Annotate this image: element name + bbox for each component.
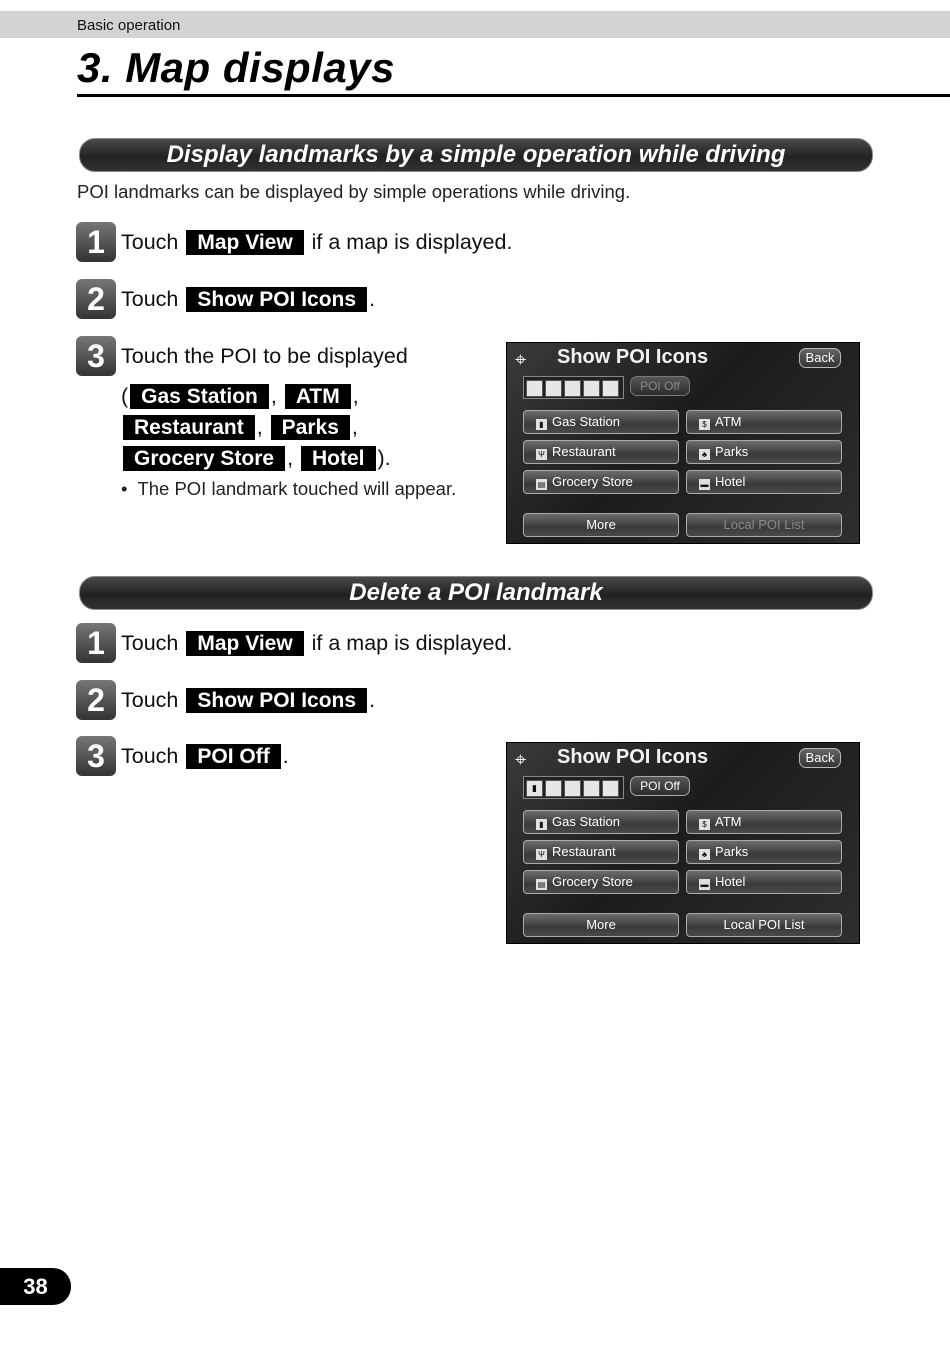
tree-icon: ♣ bbox=[699, 449, 710, 460]
restaurant-button[interactable]: Ψ Restaurant bbox=[523, 440, 679, 464]
key-restaurant: Restaurant bbox=[123, 415, 255, 440]
key-map-view: Map View bbox=[186, 631, 303, 656]
step-suffix: . bbox=[369, 688, 376, 712]
back-button[interactable]: Back bbox=[799, 748, 841, 768]
step-text bbox=[121, 287, 375, 312]
poi-slots bbox=[523, 776, 624, 799]
key-gas-station: Gas Station bbox=[130, 384, 269, 409]
gas-pump-icon: ▮ bbox=[536, 419, 547, 430]
title-rule bbox=[77, 94, 950, 97]
local-poi-list-button[interactable]: Local POI List bbox=[686, 513, 842, 537]
tree-icon: ♣ bbox=[699, 849, 710, 860]
grocery-store-button[interactable]: ▤ Grocery Store bbox=[523, 470, 679, 494]
gas-station-button[interactable]: ▮ Gas Station bbox=[523, 410, 679, 434]
step-verb: Touch bbox=[121, 744, 179, 768]
step-text bbox=[121, 688, 375, 713]
cart-icon: ▤ bbox=[537, 480, 546, 489]
hotel-button[interactable]: ▬ Hotel bbox=[686, 470, 842, 494]
hotel-button[interactable]: ▬ Hotel bbox=[686, 870, 842, 894]
step-number: 2 bbox=[76, 279, 116, 319]
header-band bbox=[0, 11, 950, 38]
intro-text: POI landmarks can be displayed by simple operations while driving. bbox=[77, 181, 631, 202]
step-number: 3 bbox=[76, 336, 116, 376]
poi-options: ( Gas Station , ATM , Restaurant , Parks , Grocery Store , Hotel ). bbox=[121, 384, 391, 470]
map-pin-icon: ⌖ bbox=[515, 749, 527, 771]
screen-title: Show POI Icons bbox=[557, 746, 709, 768]
gas-pump-icon: ▮ bbox=[536, 819, 547, 830]
step-verb: Touch bbox=[121, 287, 179, 311]
section-heading-display-landmarks: Display landmarks by a simple operation while driving bbox=[79, 138, 873, 172]
poi-slot-row bbox=[523, 776, 690, 796]
chapter-title: 3. Map displays bbox=[77, 44, 395, 91]
step-text bbox=[121, 744, 289, 769]
step-number: 1 bbox=[76, 222, 116, 262]
step-number: 2 bbox=[76, 680, 116, 720]
page-number: 38 bbox=[0, 1268, 71, 1305]
nav-screen-show-poi bbox=[506, 342, 860, 544]
bed-icon: ▬ bbox=[700, 880, 709, 889]
restaurant-button[interactable]: Ψ Restaurant bbox=[523, 840, 679, 864]
step-text bbox=[121, 631, 512, 656]
parks-button[interactable]: ♣ Parks bbox=[686, 840, 842, 864]
cutlery-icon: Ψ bbox=[536, 449, 547, 460]
key-poi-off: POI Off bbox=[186, 744, 280, 769]
step-suffix: . bbox=[282, 744, 289, 768]
key-parks: Parks bbox=[271, 415, 350, 440]
poi-slots bbox=[523, 376, 624, 399]
more-button[interactable]: More bbox=[523, 513, 679, 537]
key-grocery-store: Grocery Store bbox=[123, 446, 285, 471]
map-pin-icon: ⌖ bbox=[515, 349, 527, 371]
key-hotel: Hotel bbox=[301, 446, 376, 471]
step-number: 1 bbox=[76, 623, 116, 663]
cutlery-icon: Ψ bbox=[536, 849, 547, 860]
step-verb: Touch bbox=[121, 688, 179, 712]
step-verb: Touch bbox=[121, 230, 179, 254]
nav-screen-show-poi bbox=[506, 742, 860, 944]
gas-pump-icon: ▮ bbox=[526, 780, 543, 797]
step-suffix: . bbox=[369, 287, 376, 311]
step-text: Touch the POI to be displayed bbox=[121, 344, 408, 368]
bed-icon: ▬ bbox=[700, 480, 709, 489]
atm-button[interactable]: $ ATM bbox=[686, 810, 842, 834]
section-heading-delete-poi: Delete a POI landmark bbox=[79, 576, 873, 610]
back-button[interactable]: Back bbox=[799, 348, 841, 368]
step-text bbox=[121, 230, 512, 255]
step-verb: Touch bbox=[121, 631, 179, 655]
key-atm: ATM bbox=[285, 384, 351, 409]
step-suffix: if a map is displayed. bbox=[311, 631, 513, 655]
step-number: 3 bbox=[76, 736, 116, 776]
screen-title: Show POI Icons bbox=[557, 346, 709, 368]
key-show-poi-icons: Show POI Icons bbox=[186, 287, 367, 312]
bullet-note: • The POI landmark touched will appear. bbox=[121, 478, 457, 499]
gas-station-button[interactable]: ▮ Gas Station bbox=[523, 810, 679, 834]
poi-off-button[interactable]: POI Off bbox=[630, 376, 690, 396]
parks-button[interactable]: ♣ Parks bbox=[686, 440, 842, 464]
step-suffix: if a map is displayed. bbox=[311, 230, 513, 254]
more-button[interactable]: More bbox=[523, 913, 679, 937]
atm-icon: $ bbox=[699, 819, 710, 830]
poi-slot-row bbox=[523, 376, 690, 396]
key-map-view: Map View bbox=[186, 230, 303, 255]
atm-button[interactable]: $ ATM bbox=[686, 410, 842, 434]
atm-icon: $ bbox=[699, 419, 710, 430]
section-label: Basic operation bbox=[77, 17, 181, 34]
grocery-store-button[interactable]: ▤ Grocery Store bbox=[523, 870, 679, 894]
key-show-poi-icons: Show POI Icons bbox=[186, 688, 367, 713]
cart-icon: ▤ bbox=[537, 880, 546, 889]
local-poi-list-button[interactable]: Local POI List bbox=[686, 913, 842, 937]
poi-off-button[interactable]: POI Off bbox=[630, 776, 690, 796]
